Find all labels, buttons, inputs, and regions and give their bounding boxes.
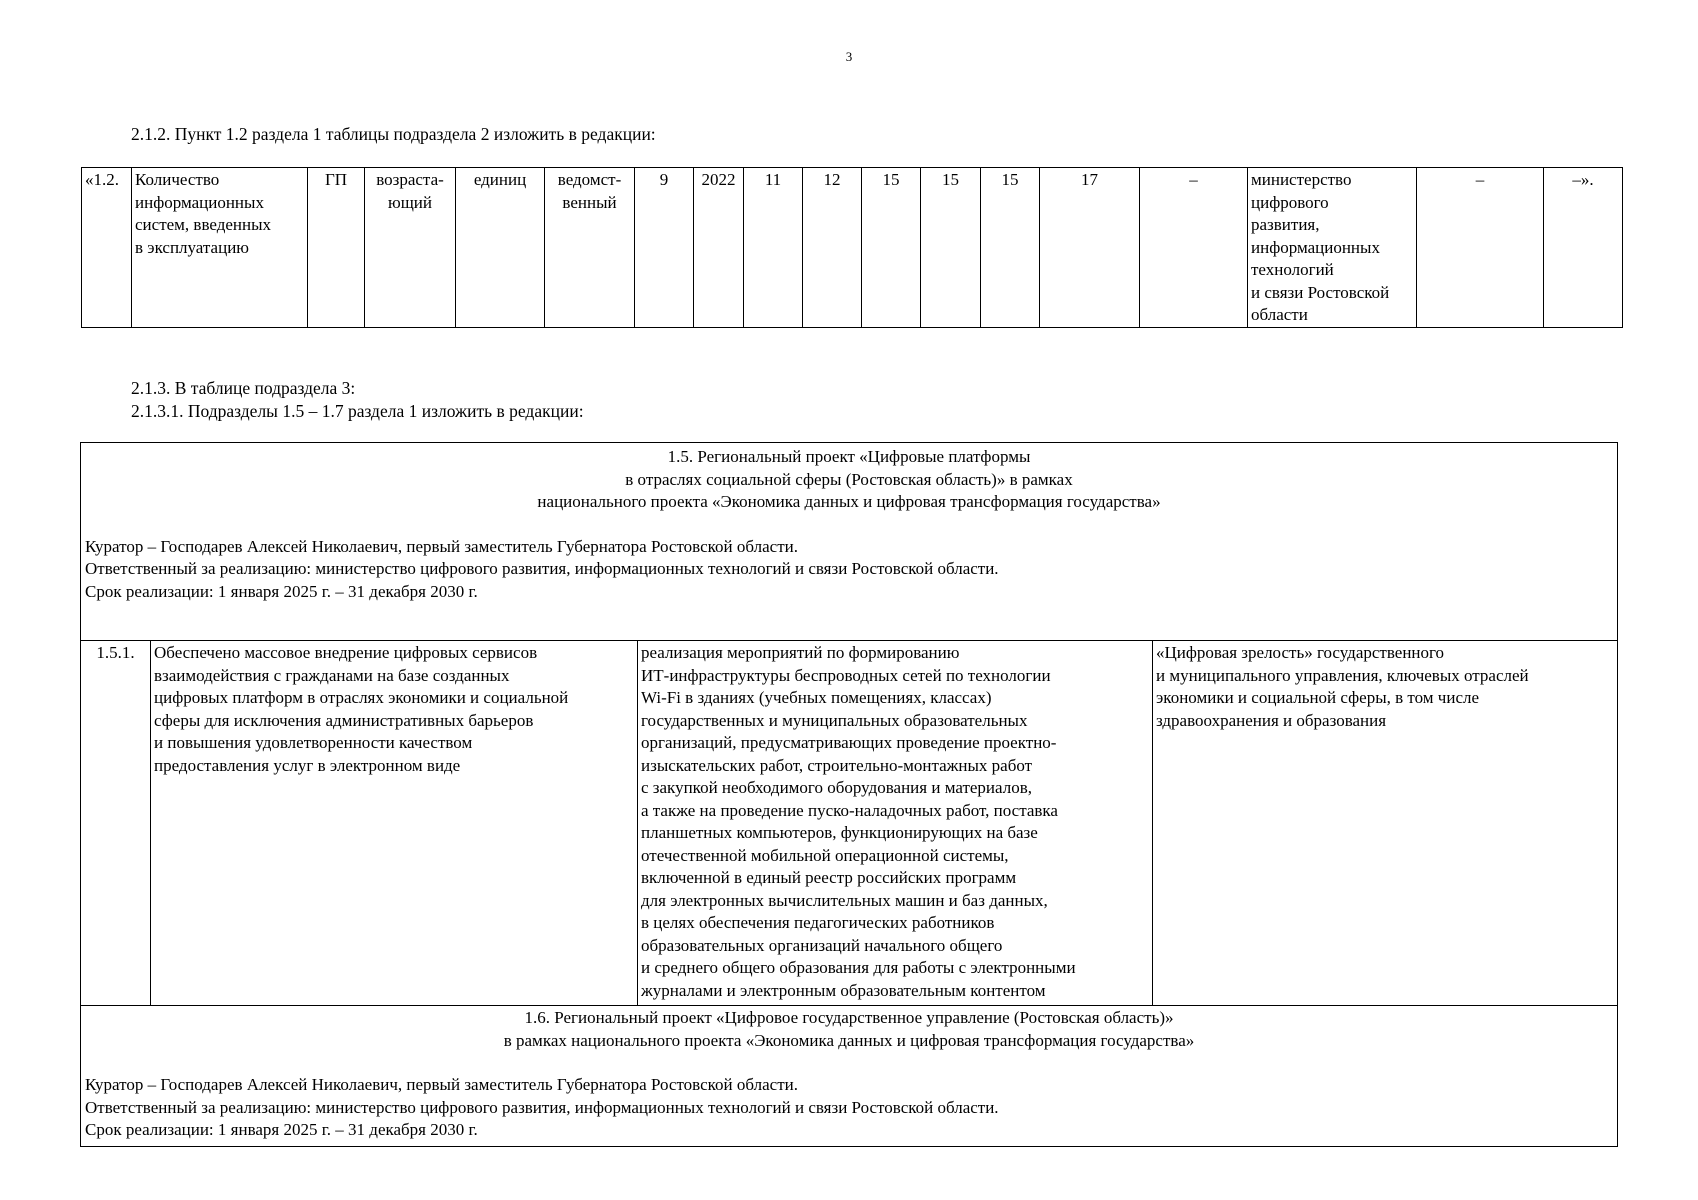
cell-dash: – xyxy=(1140,168,1248,328)
cell-number: «1.2. xyxy=(82,168,132,328)
paragraph-2-1-3: 2.1.3. В таблице подраздела 3: xyxy=(131,378,356,398)
table-indicator-1-2 xyxy=(81,167,1623,328)
cell-number: 1.5.1. xyxy=(81,641,151,1006)
cell-indicator-name: Количество информационных систем, введенных в эксплуатацию xyxy=(132,168,308,328)
cell-value: 12 xyxy=(803,168,862,328)
section-heading: 1.6. Региональный проект «Цифровое государственное управление (Ростовская область)» в рамках национального проекта «Экономика данных и цифровая трансформация государства» xyxy=(503,1008,1195,1050)
table-row xyxy=(82,168,1623,328)
cell-link: «Цифровая зрелость» государственного и муниципального управления, ключевых отраслей экономики и социальной сферы, в том числе здравоохранения и образования xyxy=(1153,641,1618,1006)
cell-trend: возраста- ющий xyxy=(365,168,456,328)
paragraph-2-1-2: 2.1.2. Пункт 1.2 раздела 1 таблицы подраздела 2 изложить в редакции: xyxy=(131,124,656,144)
section-1-5-header xyxy=(81,443,1618,641)
cell-base-value: 9 xyxy=(635,168,694,328)
cell-end: –». xyxy=(1544,168,1623,328)
cell-value: 17 xyxy=(1040,168,1140,328)
cell-value: 15 xyxy=(862,168,921,328)
table-row xyxy=(81,443,1618,641)
section-1-6-header xyxy=(81,1006,1618,1147)
section-info: Куратор – Господарев Алексей Николаевич, первый заместитель Губернатора Ростовской области. Ответственный за реализацию: министерство цифрового развития, информационных технологий и связи Ростовской области. Срок реализации: 1 января 2025 г. – 31 декабря 2030 г. xyxy=(85,1075,999,1139)
section-heading: 1.5. Региональный проект «Цифровые платформы в отраслях социальной сферы (Ростовская область)» в рамках национального проекта «Экономика данных и цифровая трансформация государства» xyxy=(537,447,1161,511)
cell-value: 15 xyxy=(981,168,1040,328)
cell-value: 11 xyxy=(744,168,803,328)
cell-description: реализация мероприятий по формированию ИТ-инфраструктуры беспроводных сетей по технологии Wi-Fi в зданиях (учебных помещениях, классах) государственных и муниципальных образовательных организаций, предусматривающих проведение проектно- изыскательских работ, строительно-монтажных работ с закупкой необходимого оборудования и материалов, а также на проведение пуско-наладочных работ, поставка планшетных компьютеров, функционирующих на базе отечественной мобильной операционной системы, включенной в единый реестр российских программ для электронных вычислительных машин и баз данных, в целях обеспечения педагогических работников образовательных организаций начального общего и среднего общего образования для работы с электронными журналами и электронным образовательным контентом xyxy=(638,641,1153,1006)
cell-dash: – xyxy=(1417,168,1544,328)
cell-responsible: министерство цифрового развития, информационных технологий и связи Ростовской области xyxy=(1248,168,1417,328)
table-row xyxy=(81,641,1618,1006)
cell-unit: единиц xyxy=(456,168,545,328)
cell-level: ГП xyxy=(308,168,365,328)
cell-base-year: 2022 xyxy=(694,168,744,328)
paragraph-2-1-3-1: 2.1.3.1. Подразделы 1.5 – 1.7 раздела 1 изложить в редакции: xyxy=(131,401,584,421)
cell-task: Обеспечено массовое внедрение цифровых сервисов взаимодействия с гражданами на базе созданных цифровых платформ в отраслях экономики и социальной сферы для исключения административных барьеров и повышения удовлетворенности качеством предоставления услуг в электронном виде xyxy=(151,641,638,1006)
section-info: Куратор – Господарев Алексей Николаевич, первый заместитель Губернатора Ростовской области. Ответственный за реализацию: министерство цифрового развития, информационных технологий и связи Ростовской области. Срок реализации: 1 января 2025 г. – 31 декабря 2030 г. xyxy=(85,536,999,601)
page-number: 3 xyxy=(845,49,853,64)
table-subsections xyxy=(80,442,1618,1147)
table-row xyxy=(81,1006,1618,1147)
cell-value: 15 xyxy=(921,168,981,328)
cell-type: ведомст- венный xyxy=(545,168,635,328)
